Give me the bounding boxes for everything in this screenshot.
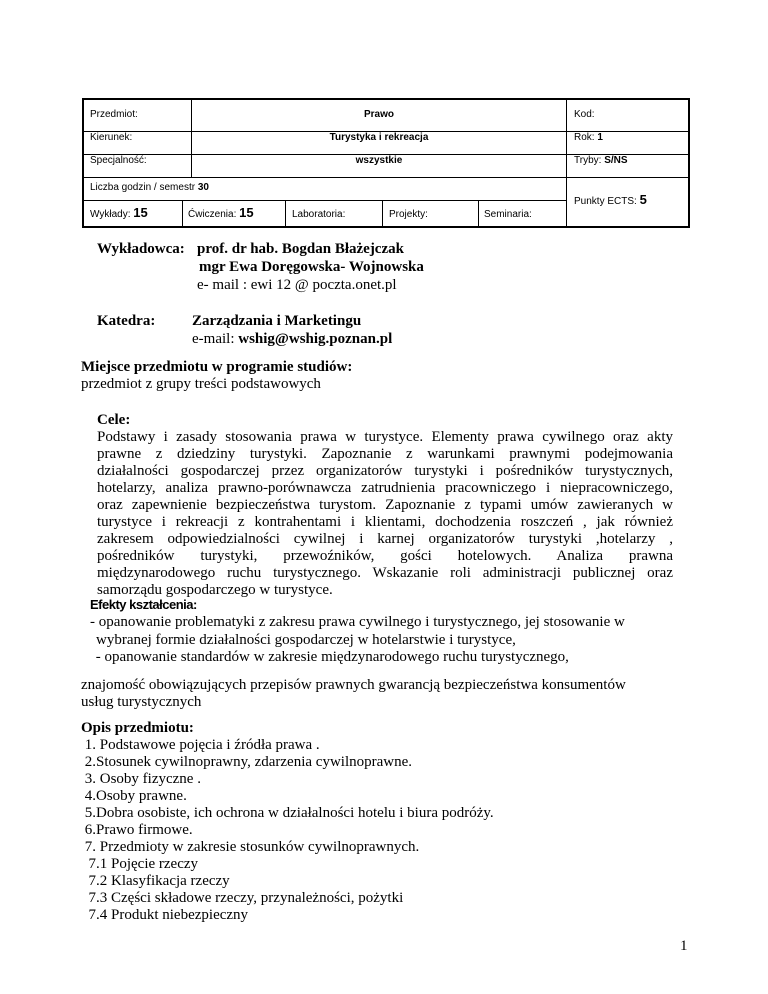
- place-heading: Miejsce przedmiotu w programie studiów:: [81, 359, 353, 375]
- specjalnosc-label: Specjalność:: [90, 155, 147, 166]
- description-item: 1. Podstawowe pojęcia i źródła prawa .: [81, 737, 320, 753]
- goals-line: zakresem odpowiedzialności cywilnej i karnej organizatorów turystyki ,hotelarzy ,: [97, 531, 673, 547]
- lecturer-name-1: prof. dr hab. Bogdan Błażejczak: [197, 241, 404, 257]
- goals-line: oraz zapewnienie bezpieczeństwa turystom. Zapoznanie z typami umów zawieranych w: [97, 497, 673, 513]
- effects-heading: Efekty kształcenia:: [90, 597, 197, 612]
- tryby-label: Tryby:: [574, 155, 602, 166]
- ects-label: Punkty ECTS:: [574, 196, 637, 207]
- cwiczenia-value: 15: [239, 205, 254, 220]
- przedmiot-value: Prawo: [363, 109, 394, 120]
- description-item: 5.Dobra osobiste, ich ochrona w działalności hotelu i biura podróży.: [81, 805, 494, 821]
- description-item: 4.Osoby prawne.: [81, 788, 187, 804]
- effects-line: wybranej formie działalności gospodarczej w hotelarstwie i turystyce,: [96, 632, 516, 648]
- wyklady-label: Wykłady:: [90, 209, 131, 220]
- projekty-label: Projekty:: [389, 209, 428, 220]
- effects-extra-line: znajomość obowiązujących przepisów prawnych gwarancją bezpieczeństwa konsumentów: [81, 677, 626, 693]
- goals-paragraph: [97, 429, 673, 599]
- specjalnosc-value: wszystkie: [355, 155, 403, 166]
- cwiczenia-label: Ćwiczenia:: [188, 209, 237, 220]
- table-rule: [285, 200, 286, 228]
- description-item: 3. Osoby fizyczne .: [81, 771, 201, 787]
- kierunek-label: Kierunek:: [90, 132, 133, 143]
- godziny-field: [90, 182, 209, 194]
- godziny-value: 30: [197, 182, 209, 193]
- table-rule: [478, 200, 479, 228]
- przedmiot-label: Przedmiot:: [90, 109, 138, 120]
- goals-line: Podstawy i zasady stosowania prawa w turystyce. Elementy prawa cywilnego oraz akty: [97, 429, 673, 445]
- description-item: 7.4 Produkt niebezpieczny: [81, 907, 249, 923]
- effects-line: - opanowanie standardów w zakresie międzynarodowego ruchu turystycznego,: [92, 649, 569, 665]
- rok-label: Rok:: [574, 132, 595, 143]
- kod-label: Kod:: [574, 109, 595, 120]
- godziny-label: Liczba godzin / semestr: [90, 182, 196, 193]
- wyklady-value: 15: [133, 205, 148, 220]
- ects-field: [574, 194, 647, 208]
- description-heading: Opis przedmiotu:: [81, 720, 194, 736]
- description-item: 7.1 Pojęcie rzeczy: [81, 856, 199, 872]
- goals-line: międzynarodowego ruchu turystycznego. Wskazanie roli administracji publicznej oraz: [97, 565, 673, 581]
- goals-line: pośredników turystyki, przewoźników, gości hotelowych. Analiza prawna: [97, 548, 673, 564]
- laboratoria-label: Laboratoria:: [292, 209, 346, 220]
- rok-field: [574, 132, 603, 144]
- description-item: 7. Przedmioty w zakresie stosunków cywilnoprawnych.: [81, 839, 420, 855]
- goals-heading: Cele:: [97, 412, 131, 428]
- lecturer-email[interactable]: e- mail : ewi 12 @ poczta.onet.pl: [197, 277, 397, 293]
- description-item: 7.3 Części składowe rzeczy, przynależności, pożytki: [81, 890, 404, 906]
- goals-line: hotelarzy, analiza prawno-porównawcza zatrudnienia pracowniczego i niepracowniczego,: [97, 480, 673, 496]
- department-email-label: e-mail:: [192, 331, 235, 347]
- page-number: 1: [680, 938, 688, 954]
- place-text: przedmiot z grupy treści podstawowych: [81, 376, 321, 392]
- goals-line: turystyce i rekreacji z kontrahentami i klientami, dochodzenia roszczeń , jak również: [97, 514, 673, 530]
- seminaria-label: Seminaria:: [484, 209, 532, 220]
- department-email[interactable]: wshig@wshig.poznan.pl: [238, 331, 393, 347]
- ects-value: 5: [639, 192, 647, 207]
- goals-line: prawne z dziedziny turystyki. Zapoznanie z warunkami prawnymi podejmowania: [97, 446, 673, 462]
- lecturer-name-2: mgr Ewa Doręgowska- Wojnowska: [199, 259, 424, 275]
- tryby-field: [574, 155, 628, 167]
- kierunek-value: Turystyka i rekreacja: [329, 132, 429, 143]
- effects-extra-line: usług turystycznych: [81, 694, 202, 710]
- description-item: 2.Stosunek cywilnoprawny, zdarzenia cywilnoprawne.: [81, 754, 413, 770]
- description-item: 7.2 Klasyfikacja rzeczy: [81, 873, 230, 889]
- tryby-value: S/NS: [604, 155, 628, 166]
- rok-value: 1: [597, 132, 603, 143]
- description-list: [81, 737, 494, 924]
- table-rule: [82, 200, 566, 201]
- table-rule: [82, 177, 690, 178]
- goals-line: samorządu gospodarczego w turystyce.: [97, 582, 333, 598]
- goals-line: działalności gospodarczej przez organizatorów turystyki i pośredników turystycznych,: [97, 463, 673, 479]
- department-label: Katedra:: [97, 313, 156, 329]
- table-rule: [566, 98, 567, 228]
- wyklady-field: [90, 207, 148, 221]
- table-rule: [382, 200, 383, 228]
- department-name: Zarządzania i Marketingu: [192, 313, 362, 329]
- table-rule: [182, 200, 183, 228]
- effects-line: - opanowanie problematyki z zakresu prawa cywilnego i turystycznego, jej stosowanie w: [90, 614, 625, 630]
- lecturer-label: Wykładowca:: [97, 241, 185, 257]
- description-item: 6.Prawo firmowe.: [81, 822, 193, 838]
- cwiczenia-field: [188, 207, 254, 221]
- department-email-line: [192, 331, 392, 348]
